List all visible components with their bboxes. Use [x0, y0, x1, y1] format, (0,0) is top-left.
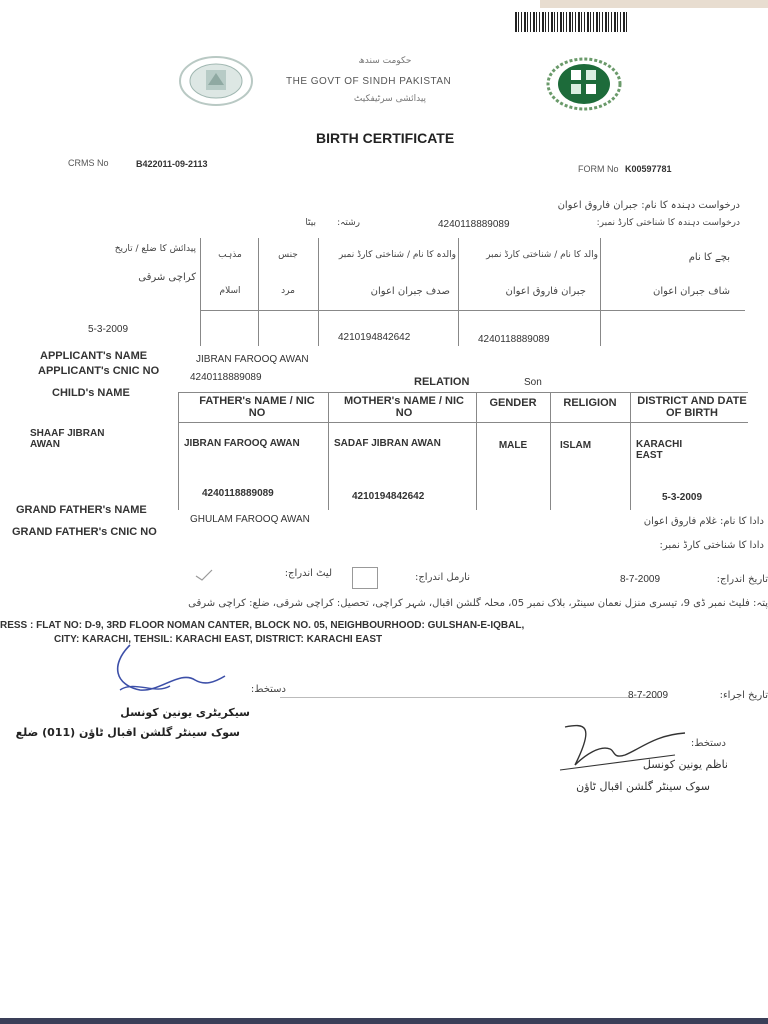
mother-cnic: 4210194842642: [352, 491, 425, 502]
govt-logo-icon: [543, 56, 625, 112]
nazim-title: ناظم یونین کونسل: [642, 758, 728, 771]
signature-line: [280, 697, 660, 698]
urdu-col-gender: جنس: [278, 250, 298, 260]
header-child: CHILD's NAME: [52, 387, 130, 399]
bottom-edge: [0, 1018, 768, 1024]
urdu-col-divider: [600, 238, 601, 346]
applicant-cnic-label: APPLICANT's CNIC NO: [38, 365, 160, 377]
applicant-name: JIBRAN FAROOQ AWAN: [196, 354, 309, 365]
grandfather-cnic-label: GRAND FATHER's CNIC NO: [12, 526, 157, 538]
urdu-col-child: بچے کا نام: [688, 252, 730, 263]
urdu-father-cnic: 4240118889089: [478, 334, 550, 345]
top-edge-shadow: [540, 0, 768, 8]
urdu-gender: مرد: [281, 286, 295, 296]
late-entry-checkmark-icon: [192, 566, 218, 584]
table-col-divider: [476, 392, 477, 510]
header-father: FATHER's NAME / NIC NO: [199, 395, 315, 419]
urdu-col-divider: [258, 238, 259, 346]
applicant-name-label: APPLICANT's NAME: [40, 350, 148, 362]
urdu-relation-label: رشتہ:: [337, 218, 360, 228]
grandfather-name-label: GRAND FATHER's NAME: [16, 504, 147, 516]
urdu-col-religion: مذہب: [218, 250, 242, 260]
urdu-dob: 5-3-2009: [88, 324, 129, 335]
urdu-cnic-line: درخواست دہندہ کا شناختی کارڈ نمبر:: [596, 218, 740, 228]
urdu-relation-value: بیٹا: [305, 218, 316, 228]
late-entry-label: لیٹ اندراج:: [284, 568, 332, 579]
father-name: JIBRAN FAROOQ AWAN: [184, 438, 300, 449]
secretary-office: سوک سینٹر گلشن اقبال ٹاؤن (011) ضلع: [15, 726, 240, 739]
crms-label: CRMS No: [68, 158, 109, 168]
issue-date-label: تاریخ اجراء:: [719, 690, 768, 701]
secretary-title: سیکریٹری یونین کونسل: [120, 706, 250, 719]
urdu-grandfather-name: دادا کا نام: غلام فاروق اعوان: [643, 516, 764, 527]
religion-value: ISLAM: [560, 440, 592, 451]
urdu-child-name: شاف جبران اعوان: [652, 286, 730, 297]
urdu-entry-date-label: تاریخ اندراج:: [716, 574, 768, 585]
address-line-1: RESS : FLAT NO: D-9, 3RD FLOOR NOMAN CANTER, BLOCK NO. 05, NEIGHBOURHOOD: GULSHAN-E-IQBAL,: [0, 620, 525, 631]
urdu-col-district: پیدائش کا ضلع / تاریخ: [114, 244, 196, 254]
urdu-header-sub: پیدائشی سرٹیفکیٹ: [353, 94, 427, 104]
child-name: SHAAF JIBRAN AWAN: [30, 428, 105, 450]
normal-entry-label: نارمل اندراج:: [414, 572, 470, 583]
urdu-cnic-value: 4240118889089: [438, 219, 510, 230]
date-of-birth: 5-3-2009: [662, 492, 703, 503]
form-number: K00597781: [625, 164, 672, 174]
urdu-row-divider: [200, 310, 745, 311]
grandfather-name: GHULAM FAROOQ AWAN: [190, 514, 310, 525]
address-line-2: CITY: KARACHI, TEHSIL: KARACHI EAST, DISTRICT: KARACHI EAST: [54, 634, 383, 645]
crms-number: B422011-09-2113: [136, 159, 208, 169]
table-col-divider: [550, 392, 551, 510]
mother-name: SADAF JIBRAN AWAN: [334, 438, 441, 449]
form-label: FORM No: [578, 164, 619, 174]
relation-value: Son: [524, 377, 542, 388]
gender-value: MALE: [498, 440, 528, 451]
header-district: DISTRICT AND DATE OF BIRTH: [637, 395, 747, 419]
normal-entry-checkbox: [352, 567, 378, 589]
relation-label: RELATION: [414, 376, 470, 388]
table-top-border: [178, 392, 748, 393]
urdu-religion: اسلام: [219, 286, 241, 296]
district-value: KARACHI EAST: [636, 439, 683, 461]
applicant-cnic: 4240118889089: [190, 372, 262, 383]
right-sign-label: دستخط:: [690, 738, 726, 749]
urdu-header-top: حکومت سندھ: [358, 56, 412, 66]
urdu-district: کراچی شرقی: [138, 272, 196, 283]
sindh-govt-seal-icon: [178, 55, 254, 107]
urdu-applicant-line: درخواست دہندہ کا نام: جبران فاروق اعوان: [557, 200, 740, 211]
secretary-signature-icon: [100, 640, 230, 700]
urdu-col-father: والد کا نام / شناختی کارڈ نمبر: [486, 250, 598, 260]
document-title: BIRTH CERTIFICATE: [316, 130, 455, 146]
table-header-border: [178, 422, 748, 423]
issue-date: 8-7-2009: [628, 690, 669, 701]
urdu-col-divider: [200, 238, 201, 346]
header-religion: RELIGION: [563, 397, 617, 409]
urdu-col-mother: والدہ کا نام / شناختی کارڈ نمبر: [338, 250, 456, 260]
table-col-divider: [328, 392, 329, 510]
urdu-father-name: جبران فاروق اعوان: [505, 286, 586, 297]
header-mother: MOTHER's NAME / NIC NO: [344, 395, 464, 419]
father-cnic: 4240118889089: [202, 488, 274, 499]
urdu-col-divider: [458, 238, 459, 346]
urdu-mother-cnic: 4210194842642: [338, 332, 411, 343]
entry-date: 8-7-2009: [620, 574, 661, 585]
urdu-col-divider: [318, 238, 319, 346]
urdu-grandfather-cnic: دادا کا شناختی کارڈ نمبر:: [659, 540, 764, 551]
table-col-divider: [178, 392, 179, 510]
header-gender: GENDER: [489, 397, 537, 409]
govt-title: THE GOVT OF SINDH PAKISTAN: [286, 76, 452, 87]
table-col-divider: [630, 392, 631, 510]
barcode: [515, 12, 627, 32]
urdu-address: پتہ: فلیٹ نمبر ڈی 9، تیسری منزل نعمان سینٹر، بلاک نمبر 05، محلہ گلشن اقبال، شہر کراچی، تحصیل: کراچی شرقی، ضلع: کراچی شرقی: [188, 598, 768, 609]
left-sign-label: دستخط:: [250, 684, 286, 695]
nazim-office: سوک سینٹر گلشن اقبال ٹاؤن: [576, 780, 710, 793]
urdu-mother-name: صدف جبران اعوان: [370, 286, 450, 297]
